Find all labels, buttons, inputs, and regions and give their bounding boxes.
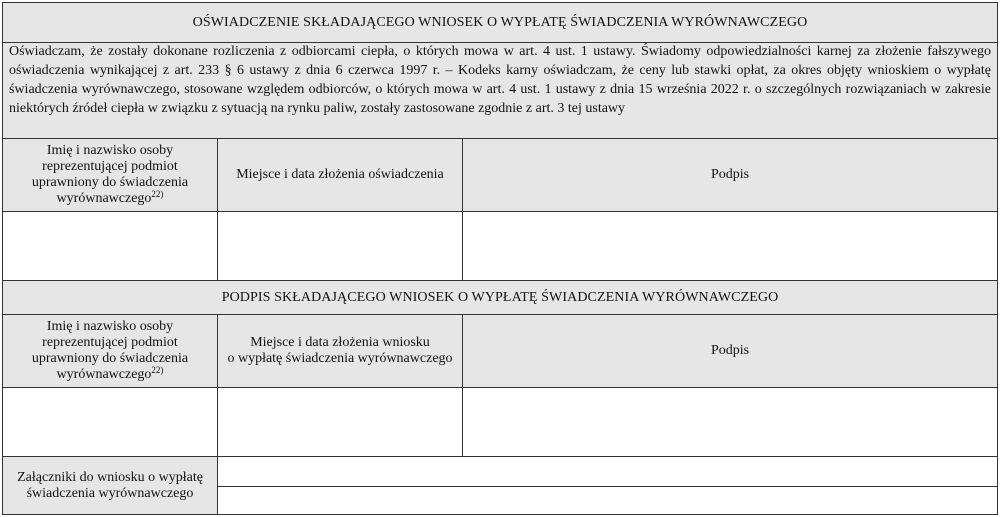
s1-place-cell — [217, 211, 463, 281]
s2-signature-input[interactable] — [463, 388, 997, 456]
section1-title — [2, 2, 998, 43]
s1-footnote-ref: 22) — [151, 189, 164, 199]
s2-col-place-label-line1: Miejsce i data złożenia wniosku — [250, 335, 430, 350]
s1-col-name-header — [2, 138, 218, 212]
s1-place-input[interactable] — [218, 212, 462, 280]
s2-col-name-label: Imię i nazwisko osoby reprezentującej podmiot uprawniony do świadczenia wyrównawczego — [31, 319, 189, 382]
declaration-text — [2, 42, 998, 139]
attachments-label-cell — [2, 456, 218, 515]
s2-place-input[interactable] — [218, 388, 462, 456]
s1-signature-cell — [462, 211, 998, 281]
s2-col-signature-header — [462, 314, 998, 388]
section2-title-text: PODPIS SKŁADAJĄCEGO WNIOSEK O WYPŁATĘ ŚWIADCZENIA WYRÓWNAWCZEGO — [221, 289, 779, 305]
s2-signature-cell — [462, 387, 998, 457]
s1-signature-input[interactable] — [463, 212, 997, 280]
s2-place-cell — [217, 387, 463, 457]
attachments-input-1[interactable] — [218, 457, 997, 486]
declaration-paragraph: Oświadczam, że zostały dokonane rozliczenia z odbiorcami ciepła, o których mowa w art. 4 ust. 1 ustawy. Świadomy odpowiedzialności karnej za złożenie fałszywego oświadczenia wynikającej z art. 233 § 6 ustawy z dnia 6 czerwca 1997 r. – Kodeks karny oświadczam, że ceny lub stawki opłat, za okres objęty wnioskiem o wypłatę świadczenia wyrównawczego, stosowane względem odbiorców, o których mowa w art. 4 ust. 1 ustawy z dnia 15 września 2022 r. o szczególnych rozwiązaniach w zakresie niektórych źródeł ciepła w związku z sytuacją na rynku paliw, zostały zastosowane zgodnie z art. 3 tej ustawy — [9, 44, 991, 116]
attachments-label: Załączniki do wniosku o wypłatę świadczenia wyrównawczego — [17, 469, 203, 501]
s1-col-place-label: Miejsce i data złożenia oświadczenia — [236, 167, 444, 182]
s2-col-signature-label: Podpis — [710, 343, 750, 358]
s1-col-place-header — [217, 138, 463, 212]
attachments-input-2[interactable] — [218, 487, 997, 514]
s2-col-name-header — [2, 314, 218, 388]
s1-name-input[interactable] — [3, 212, 217, 280]
attachments-line-1 — [217, 456, 998, 487]
s2-footnote-ref: 22) — [151, 365, 164, 375]
section1-title-text: OŚWIADCZENIE SKŁADAJĄCEGO WNIOSEK O WYPŁATĘ ŚWIADCZENIA WYRÓWNAWCZEGO — [192, 14, 808, 30]
s2-name-input[interactable] — [3, 388, 217, 456]
s2-col-place-header — [217, 314, 463, 388]
section2-title — [2, 280, 998, 315]
s2-name-cell — [2, 387, 218, 457]
s1-col-signature-label: Podpis — [710, 167, 750, 182]
s2-col-place-label-line2: o wypłatę świadczenia wyrównawczego — [227, 351, 453, 366]
s1-name-cell — [2, 211, 218, 281]
s1-col-signature-header — [462, 138, 998, 212]
s1-col-name-label: Imię i nazwisko osoby reprezentującej podmiot uprawniony do świadczenia wyrównawczego — [31, 143, 189, 206]
attachments-line-2 — [217, 486, 998, 515]
